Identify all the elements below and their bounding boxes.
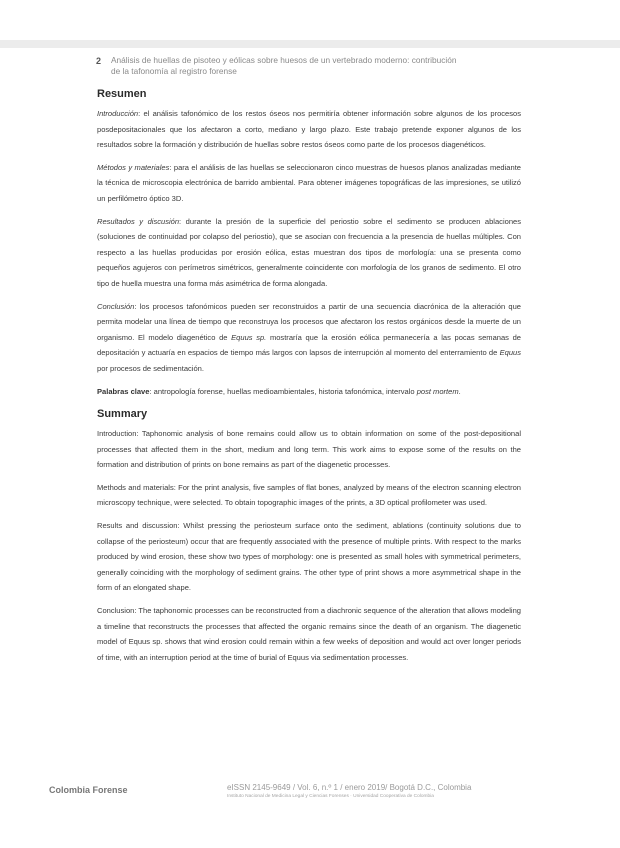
resumen-conclusion xyxy=(97,299,521,377)
issue-info: eISSN 2145-9649 / Vol. 6, n.º 1 / enero 2019/ Bogotá D.C., Colombia xyxy=(227,783,472,792)
palabras-clave xyxy=(97,384,521,400)
conclusion-italic-2: Equus xyxy=(499,348,521,358)
resumen-resultados xyxy=(97,214,521,292)
conclusion-text-c: por procesos de sedimentación. xyxy=(97,363,204,373)
article-body xyxy=(97,88,521,672)
resultados-text: : durante la presión de la superficie del periostio sobre el sedimento se producen ablaciones (soluciones de continuidad por colapso del periostio), que se asocian con frecuencia a la presencia de huellas múltiples. Con respecto a las huellas producidas por erosión eólica, estas muestran dos tipos de morfología: una se presenta como pequeños agujeros con perímetros simétricos, generalmente coincidente con morfología de los granos de sedimento. El otro tipo de huella muestra una forma más asimétrica de forma alongada. xyxy=(97,216,521,288)
conclusion-italic-1: Equus sp. xyxy=(231,332,267,342)
resumen-metodos xyxy=(97,160,521,207)
keywords-text: : antropología forense, huellas medioambientales, historia tafonómica, intervalo xyxy=(149,386,417,396)
introduccion-text: : el análisis tafonómico de los restos óseos nos permitiría obtener información sobre algunos de los procesos posdepositacionales que los afectaron a corto, mediano y largo plazo. Este trabajo pretende exponer algunos de los resultados sobre la formación y distribución de huellas sobre restos óseos como parte de los procesos diagenéticos. xyxy=(97,109,521,150)
top-band xyxy=(0,40,620,48)
conclusion-text-b: mostraría que la erosión eólica permanecería a las pocas semanas de depositación y actuaría en espacios de tiempo más largos con lapsos de interrupción al momento del enterramiento de xyxy=(97,332,521,358)
journal-name: Colombia Forense xyxy=(49,785,128,795)
summary-results: Results and discussion: Whilst pressing the periosteum surface onto the sediment, ablations (continuity solutions due to collapse of the periosteum) occur that are frequently associated with the presence of multiple prints. With respect to the marks produced by wind erosion, these show two types of morphology: one is presented as small holes with symmetrical perimeters, generally coinciding with the morphology of sediment grains. The other type of print shows a more asymmetrical shape in the form of an elongated shape. xyxy=(97,521,521,593)
metodos-text: : para el análisis de las huellas se seleccionaron cinco muestras de huesos planos analizadas mediante la técnica de microscopia electrónica de barrido ambiental. Para obtener imágenes topográficas de las impresiones, se utilizó un perfilómetro óptico 3D. xyxy=(97,162,521,203)
running-title xyxy=(111,55,501,77)
keywords-label: Palabras clave xyxy=(97,386,150,396)
summary-heading: Summary xyxy=(97,408,148,421)
summary-introduction: Introduction: Taphonomic analysis of bone remains could allow us to obtain information on some of the post-depositional processes that affected them in the short, medium and long term. This work aims to expose some of the results on the formation and distribution of prints on bone remains as part of the diagenetic processes. xyxy=(97,429,521,470)
summary-methods: Methods and materials: For the print analysis, five samples of flat bones, analyzed by means of the electron scanning electron microscopy technique, were selected. To obtain topographic images of the prints, a 3D optical profilometer was used. xyxy=(97,482,521,508)
resumen-heading: Resumen xyxy=(97,88,147,100)
keywords-end: . xyxy=(458,386,461,396)
page-number: 2 xyxy=(96,56,102,66)
conclusion-label: Conclusión xyxy=(97,301,135,311)
running-title-line-2: de la tafonomía al registro forense xyxy=(111,66,237,76)
metodos-label: Métodos y materiales xyxy=(97,162,170,172)
summary-conclusion: Conclusion: The taphonomic processes can be reconstructed from a diachronic sequence of the alteration that allows modeling a timeline that reconstructs the processes that affected the organic remains since the death of an organism. The diagenetic model of Equus sp. shows that wind erosion could remain within a few weeks of deposition and would act over longer periods of time, with an interruption period at the time of burial of Equus via sedimentation processes. xyxy=(97,606,521,662)
institutions: Instituto Nacional de Medicina Legal y Ciencias Forenses · Universidad Cooperativa de Colombia xyxy=(227,794,434,799)
introduccion-label: Introducción xyxy=(97,109,139,118)
resultados-label: Resultados y discusión xyxy=(97,216,180,226)
conclusion-text-a: : los procesos tafonómicos pueden ser reconstruidos a partir de una secuencia diacrónica de la alteración que permita modelar una línea de tiempo que reconstruya los procesos que afectaron los restos orgánicos desde la muerte de un organismo. El modelo diagenético de xyxy=(97,301,521,342)
running-title-line-1: Análisis de huellas de pisoteo y eólicas sobre huesos de un vertebrado moderno: contribución xyxy=(111,55,457,65)
resumen-introduccion xyxy=(97,106,521,153)
keywords-italic: post mortem xyxy=(416,386,459,396)
footer-info xyxy=(227,783,527,800)
